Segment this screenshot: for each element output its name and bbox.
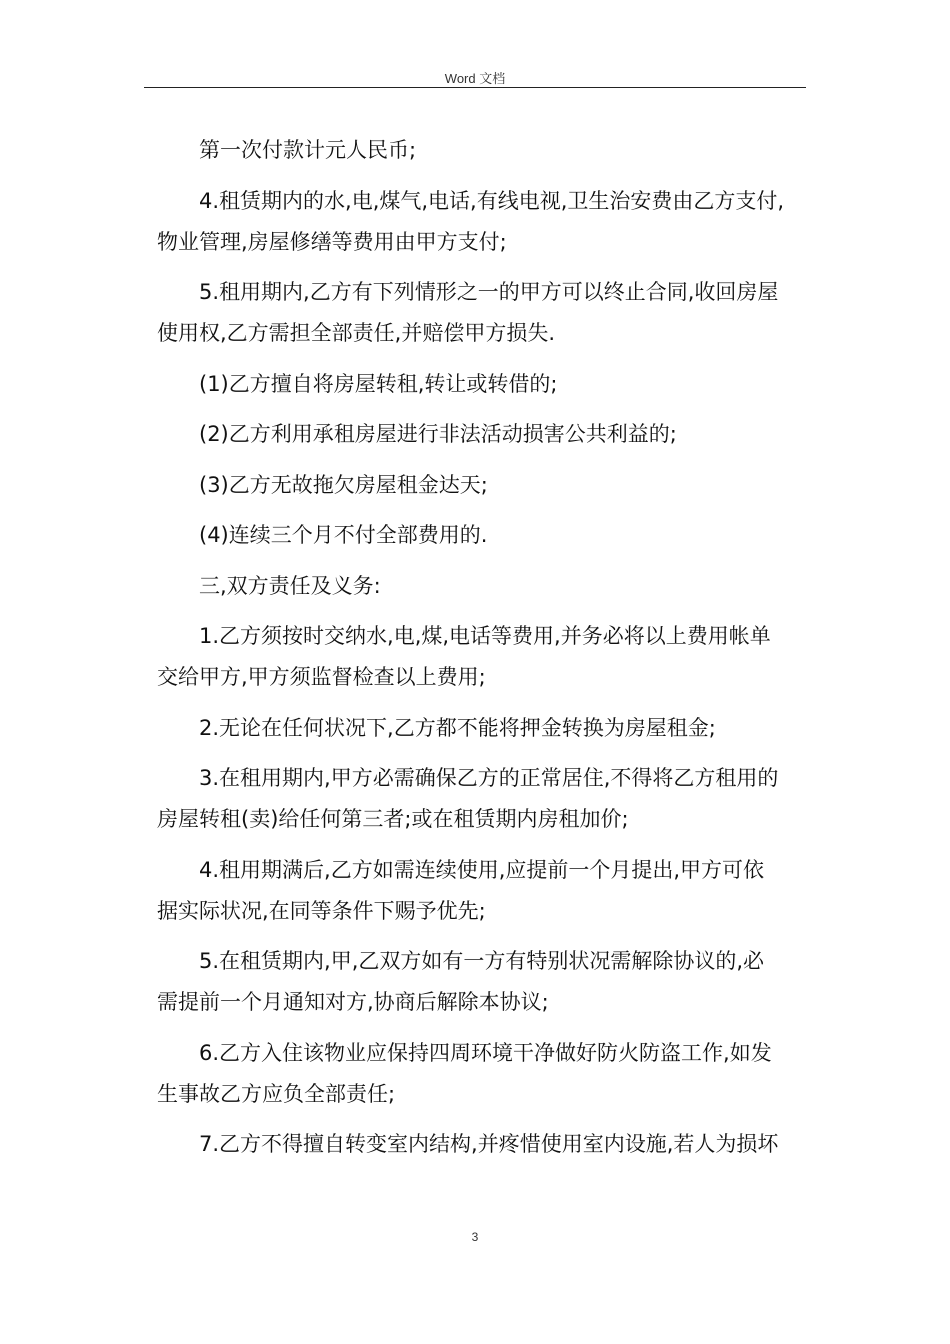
paragraph-line: 需提前一个月通知对方,协商后解除本协议; xyxy=(157,990,549,1014)
paragraph xyxy=(157,1033,808,1115)
paragraph-line: (3)乙方无故拖欠房屋租金达天; xyxy=(199,472,488,497)
paragraph-line: 7.乙方不得擅自转变室内结构,并疼惜使用室内设施,若人为损坏 xyxy=(199,1132,779,1156)
paragraph-line: 物业管理,房屋修缮等费用由甲方支付; xyxy=(157,229,507,254)
paragraph-line: (1)乙方擅自将房屋转租,转让或转借的; xyxy=(199,371,558,396)
paragraph xyxy=(157,181,808,263)
paragraph xyxy=(178,708,808,749)
paragraph-line: 第一次付款计元人民币; xyxy=(199,138,417,162)
page-header: Word 文档 xyxy=(444,71,506,86)
paragraph xyxy=(157,616,808,698)
paragraph-line: 2.无论在任何状况下,乙方都不能将押金转换为房屋租金; xyxy=(199,715,716,740)
paragraph-line: 4.租用期满后,乙方如需连续使用,应提前一个月提出,甲方可依 xyxy=(199,857,765,882)
paragraph xyxy=(178,414,808,455)
paragraph xyxy=(157,850,808,932)
paragraph-line: 使用权,乙方需担全部责任,并赔偿甲方损失. xyxy=(157,321,556,345)
paragraph-line: (2)乙方利用承租房屋进行非法活动损害公共利益的; xyxy=(199,422,677,446)
header-divider xyxy=(144,87,806,88)
document-body xyxy=(157,130,808,1175)
page-number: 3 xyxy=(471,1230,479,1244)
paragraph-line: 5.在租赁期内,甲,乙双方如有一方有特别状况需解除协议的,必 xyxy=(199,949,765,973)
paragraph xyxy=(157,758,808,840)
paragraph-line: 生事故乙方应负全部责任; xyxy=(157,1081,396,1106)
paragraph xyxy=(178,515,808,556)
paragraph xyxy=(178,364,808,405)
paragraph xyxy=(178,1124,808,1165)
paragraph xyxy=(178,566,808,607)
paragraph-line: 三,双方责任及义务: xyxy=(199,573,381,598)
paragraph-line: 房屋转租(卖)给任何第三者;或在租赁期内房租加价; xyxy=(157,807,629,831)
paragraph-line: 4.租赁期内的水,电,煤气,电话,有线电视,卫生治安费由乙方支付, xyxy=(199,188,785,213)
paragraph-line: 据实际状况,在同等条件下赐予优先; xyxy=(157,898,486,923)
paragraph-line: 3.在租用期内,甲方必需确保乙方的正常居住,不得将乙方租用的 xyxy=(199,766,779,790)
paragraph xyxy=(157,272,808,354)
paragraph-line: 交给甲方,甲方须监督检查以上费用; xyxy=(157,665,486,689)
paragraph xyxy=(178,130,808,171)
paragraph-line: 6.乙方入住该物业应保持四周环境干净做好防火防盗工作,如发 xyxy=(199,1040,772,1065)
paragraph-line: 5.租用期内,乙方有下列情形之一的甲方可以终止合同,收回房屋 xyxy=(199,280,779,304)
paragraph-line: 1.乙方须按时交纳水,电,煤,电话等费用,并务必将以上费用帐单 xyxy=(199,624,771,648)
paragraph xyxy=(157,941,808,1023)
paragraph xyxy=(178,465,808,506)
paragraph-line: (4)连续三个月不付全部费用的. xyxy=(199,523,488,547)
